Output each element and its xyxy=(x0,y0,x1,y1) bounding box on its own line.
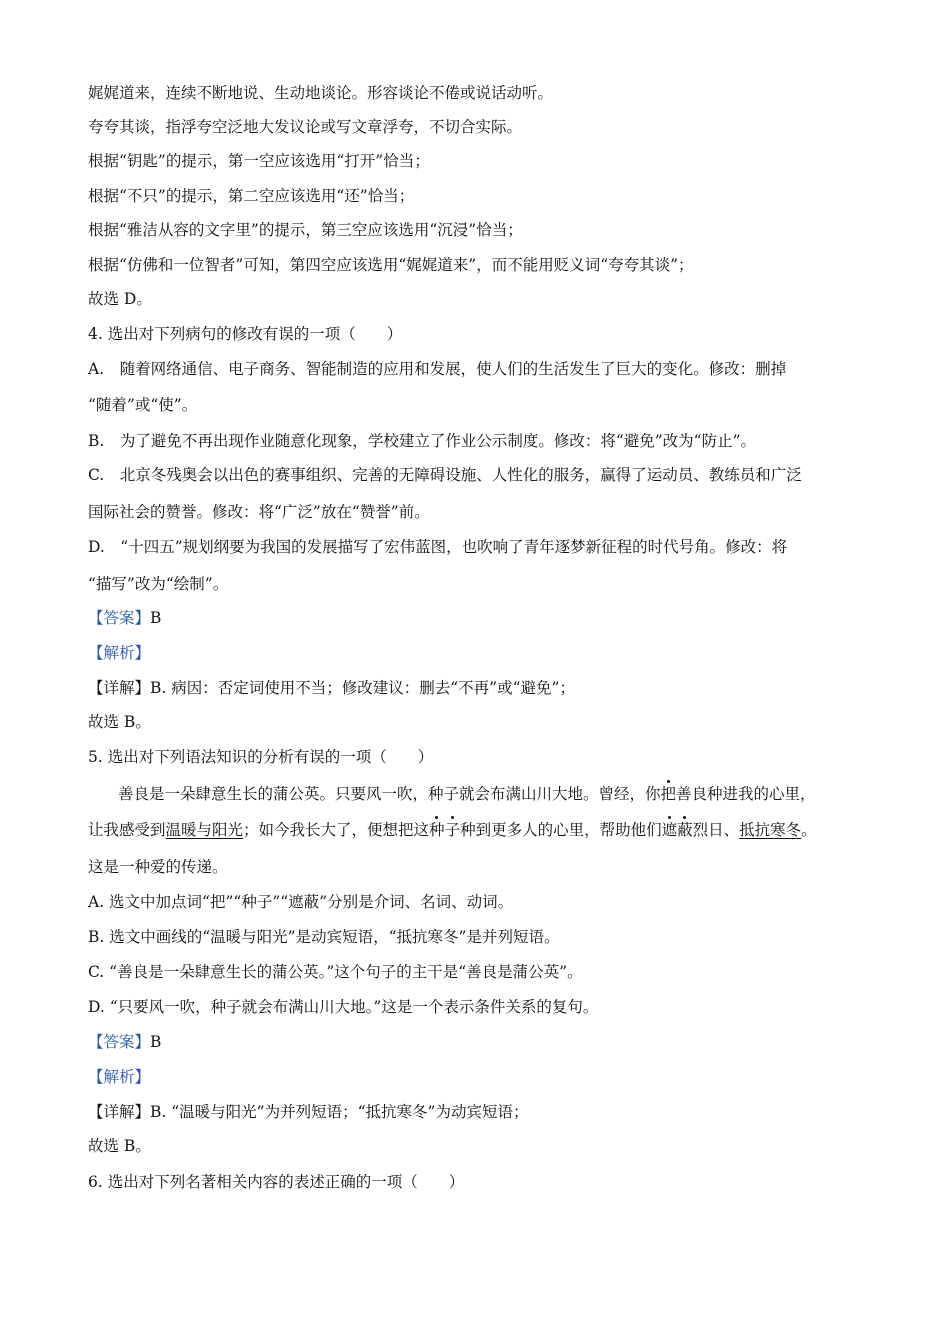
detail-tag: 【详解】 xyxy=(88,679,151,697)
q4-option-d-cont: “描写”改为“绘制”。 xyxy=(88,575,229,593)
q4-option-d: D. “十四五”规划纲要为我国的发展描写了宏伟蓝图，也吹响了青年逐梦新征程的时代号角。修改：将 xyxy=(88,538,788,556)
explanation-line-6: 根据“仿佛和一位智者”可知，第四空应该选用“娓娓道来”，而不能用贬义词“夸夸其谈”； xyxy=(88,256,694,274)
q5-option-b: B. 选文中画线的“温暖与阳光”是动宾短语，“抵抗寒冬”是并列短语。 xyxy=(88,928,560,946)
explanation-line-5: 根据“雅洁从容的文字里”的提示，第三空应该选用“沉浸”恰当； xyxy=(88,221,523,239)
passage-text: 烈日、 xyxy=(692,821,740,839)
passage-text: 让我感受到 xyxy=(88,821,166,839)
explanation-line-4: 根据“不只”的提示，第二空应该选用“还”恰当； xyxy=(88,187,415,205)
explanation-line-2: 夸夸其谈，指浮夸空泛地大发议论或写文章浮夸，不切合实际。 xyxy=(88,118,523,136)
q5-option-d: D. “只要风一吹，种子就会布满山川大地。”这是一个表示条件关系的复句。 xyxy=(88,998,599,1016)
passage-text: ；如今我长大了，便想把这 xyxy=(243,821,430,839)
q5-detail xyxy=(88,1101,528,1123)
passage-text: 。 xyxy=(801,821,817,839)
answer-value: B xyxy=(150,1033,162,1051)
q4-option-c: C. 北京冬残奥会以出色的赛事组织、完善的无障碍设施、人性化的服务，赢得了运动员、教练员和广泛 xyxy=(88,466,802,484)
detail-tag: 【详解】 xyxy=(88,1103,151,1121)
question-6-stem: 6. 选出对下列名著相关内容的表述正确的一项（ ） xyxy=(88,1173,465,1191)
answer-tag: 【答案】 xyxy=(88,1033,151,1051)
q5-answer xyxy=(88,1031,161,1053)
dotted-word-zhe: 遮 xyxy=(661,821,678,839)
answer-tag: 【答案】 xyxy=(88,609,151,627)
question-4-stem: 4. 选出对下列病句的修改有误的一项（ ） xyxy=(88,325,403,343)
passage-line-3: 这是一种爱的传递。 xyxy=(88,858,228,876)
conclusion-q3: 故选 D。 xyxy=(88,290,152,308)
analysis-tag: 【解析】 xyxy=(88,1068,151,1086)
underlined-phrase-2: 抵抗寒冬 xyxy=(739,821,802,839)
passage-text: 种到更多人的心里，帮助他们 xyxy=(460,821,662,839)
q4-conclusion: 故选 B。 xyxy=(88,713,151,731)
dotted-word-ba: 把 xyxy=(660,785,677,803)
q4-option-b: B. 为了避免不再出现作业随意化现象，学校建立了作业公示制度。修改：将“避免”改为“防止”。 xyxy=(88,432,757,450)
q5-option-a: A. 选文中加点词“把”“种子”“遮蔽”分别是介词、名词、动词。 xyxy=(88,893,514,911)
q4-analysis-tag xyxy=(88,642,150,664)
detail-text: B. 病因：否定词使用不当；修改建议：删去“不再”或“避免”； xyxy=(150,679,575,697)
explanation-line-3: 根据“钥匙”的提示，第一空应该选用“打开”恰当； xyxy=(88,152,430,170)
q4-option-a: A. 随着网络通信、电子商务、智能制造的应用和发展，使人们的生活发生了巨大的变化。修改：删掉 xyxy=(88,360,787,378)
q5-conclusion: 故选 B。 xyxy=(88,1137,151,1155)
analysis-tag: 【解析】 xyxy=(88,644,151,662)
q4-option-c-cont: 国际社会的赞誉。修改：将“广泛”放在“赞誉”前。 xyxy=(88,503,430,521)
q5-option-c: C. “善良是一朵肆意生长的蒲公英。”这个句子的主干是“善良是蒲公英”。 xyxy=(88,963,583,981)
dotted-word-zi: 子 xyxy=(444,821,461,839)
explanation-line-1: 娓娓道来，连续不断地说、生动地谈论。形容谈论不倦或说话动听。 xyxy=(88,84,554,102)
question-5-stem: 5. 选出对下列语法知识的分析有误的一项（ ） xyxy=(88,748,434,766)
passage-text: 善良种进我的心里， xyxy=(676,785,816,803)
dotted-word-zhong: 种 xyxy=(429,821,445,839)
passage-line-1 xyxy=(118,783,816,805)
passage-text: 善良是一朵肆意生长的蒲公英。只要风一吹，种子就会布满山川大地。曾经，你 xyxy=(118,785,661,803)
answer-value: B xyxy=(150,609,162,627)
q4-detail xyxy=(88,677,575,699)
underlined-phrase-1: 温暖与阳光 xyxy=(165,821,244,839)
detail-text: B. “温暖与阳光”为并列短语；“抵抗寒冬”为动宾短语； xyxy=(150,1103,529,1121)
passage-line-2 xyxy=(88,819,817,841)
dotted-word-bi: 蔽 xyxy=(677,821,693,839)
q4-answer xyxy=(88,607,161,629)
q4-option-a-cont: “随着”或“使”。 xyxy=(88,396,198,414)
q5-analysis-tag xyxy=(88,1066,150,1088)
